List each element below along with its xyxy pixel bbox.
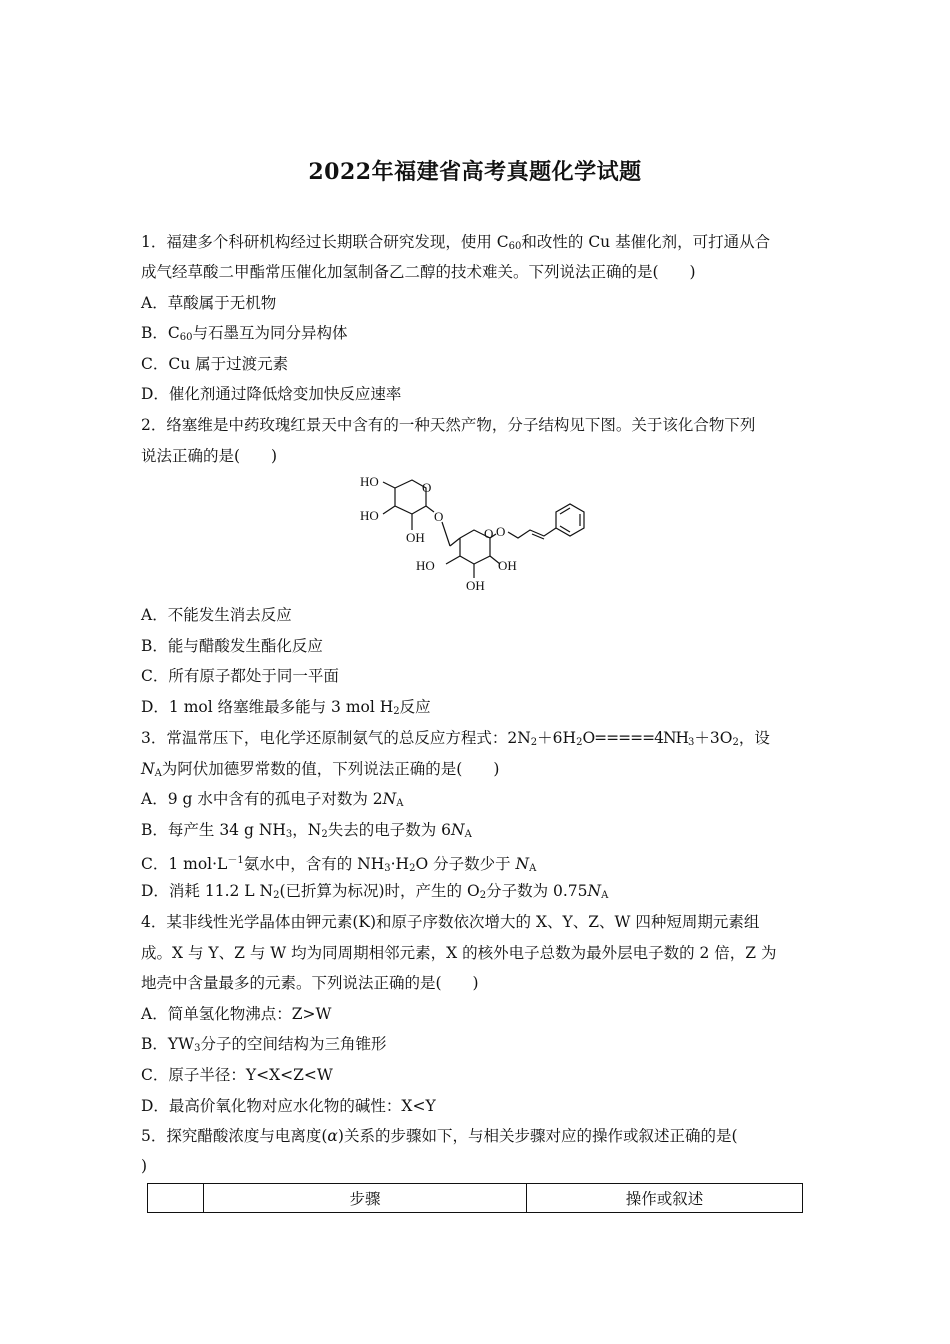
q2-option-c: C．所有原子都处于同一平面 <box>141 667 339 685</box>
q3-option-a: A．9 g 水中含有的孤电子对数为 $2N_A$ <box>141 790 404 809</box>
mol-label-ho3: HO <box>416 558 435 573</box>
q1-stem-line1: 1．福建多个科研机构经过长期联合研究发现，使用 $C_{60}$和改性的 Cu 基催化剂，可打通从合 <box>141 233 771 252</box>
q1-stem-line2: 成气经草酸二甲酯常压催化加氢制备乙二醇的技术难关。下列说法正确的是( ) <box>141 263 696 281</box>
q2-option-b: B．能与醋酸发生酯化反应 <box>141 637 323 655</box>
bond-ho3 <box>446 556 460 564</box>
q1-option-d: D．催化剂通过降低焓变加快反应速率 <box>141 385 402 403</box>
q3-stem-line2: $N_A$为阿伏加德罗常数的值，下列说法正确的是( ) <box>141 760 500 779</box>
table-header-operation: 操作或叙述 <box>527 1184 803 1213</box>
q1-option-b: B．$C_{60}$与石墨互为同分异构体 <box>141 324 348 343</box>
q4-option-c: C．原子半径：Y<X<Z<W <box>141 1066 333 1084</box>
mol-label-oh3: OH <box>466 578 485 593</box>
bond-ho1 <box>383 482 395 488</box>
table-header-row <box>148 1184 803 1213</box>
table-header-blank <box>148 1184 204 1213</box>
mol-label-o-link2: O <box>496 524 506 539</box>
allyl-chain-bonds <box>508 528 556 538</box>
q4-option-d: D．最高价氧化物对应水化物的碱性：X<Y <box>141 1097 436 1115</box>
mol-label-oh2: OH <box>498 558 517 573</box>
q5-steps-table <box>147 1183 803 1213</box>
q2-stem-line1: 2．络塞维是中药玫瑰红景天中含有的一种天然产物，分子结构见下图。关于该化合物下列 <box>141 416 756 434</box>
q2-option-d: D．1 mol 络塞维最多能与 3 mol $H_2$反应 <box>141 698 431 717</box>
q3-stem-line1: 3．常温常压下，电化学还原制氨气的总反应方程式：$2N_2+6H_2O=====4NH_3+3O_2$，设 <box>141 729 770 748</box>
bond-link-ch2a <box>442 522 450 546</box>
q4-stem-line3: 地壳中含量最多的元素。下列说法正确的是( ) <box>141 974 479 992</box>
q4-option-b: B．$YW_3$分子的空间结构为三角锥形 <box>141 1035 387 1054</box>
mol-label-oh1: OH <box>406 530 425 545</box>
bond-o-link1 <box>426 506 434 512</box>
mol-label-o-ring1: O <box>422 480 432 495</box>
bond-link-ch2b <box>450 538 460 546</box>
molecule-structure-diagram <box>350 466 600 594</box>
q4-option-a: A．简单氢化物沸点：Z>W <box>141 1005 332 1023</box>
mol-label-o-ring2: O <box>484 526 494 541</box>
mol-label-o-link1: O <box>434 509 444 524</box>
q2-option-a: A．不能发生消去反应 <box>141 606 292 624</box>
mol-label-ho1: HO <box>360 474 379 489</box>
table-header-steps: 步骤 <box>204 1184 527 1213</box>
bond-ho2 <box>383 506 395 514</box>
page-title: 2022年福建省高考真题化学试题 <box>308 159 642 185</box>
q3-option-c: C．1 $mol\cdot L^{-1}$氨水中，含有的 $NH_3\cdot H_2O$ 分子数少于 $N_A$ <box>141 855 537 874</box>
q3-option-d: D．消耗 11.2 L $N_2$(已折算为标况)时，产生的 $O_2$分子数为 $0.75N_A$ <box>141 882 609 901</box>
mol-label-ho2: HO <box>360 508 379 523</box>
q5-stem-line2: ) <box>141 1157 148 1175</box>
q1-option-c: C．Cu 属于过渡元素 <box>141 355 289 373</box>
q4-stem-line2: 成。X 与 Y、Z 与 W 均为同周期相邻元素，X 的核外电子总数为最外层电子数的 2 倍，Z 为 <box>141 944 777 962</box>
q1-option-a: A．草酸属于无机物 <box>141 294 277 312</box>
q2-stem-line2: 说法正确的是( ) <box>141 447 278 465</box>
q4-stem-line1: 4．某非线性光学晶体由钾元素(K)和原子序数依次增大的 X、Y、Z、W 四种短周期元素组 <box>141 913 760 931</box>
q3-option-b: B．每产生 34 g $NH_3$，$N_2$失去的电子数为 $6N_A$ <box>141 821 472 840</box>
q5-stem-line1: 5．探究醋酸浓度与电离度(α)关系的步骤如下，与相关步骤对应的操作或叙述正确的是( <box>141 1127 738 1145</box>
